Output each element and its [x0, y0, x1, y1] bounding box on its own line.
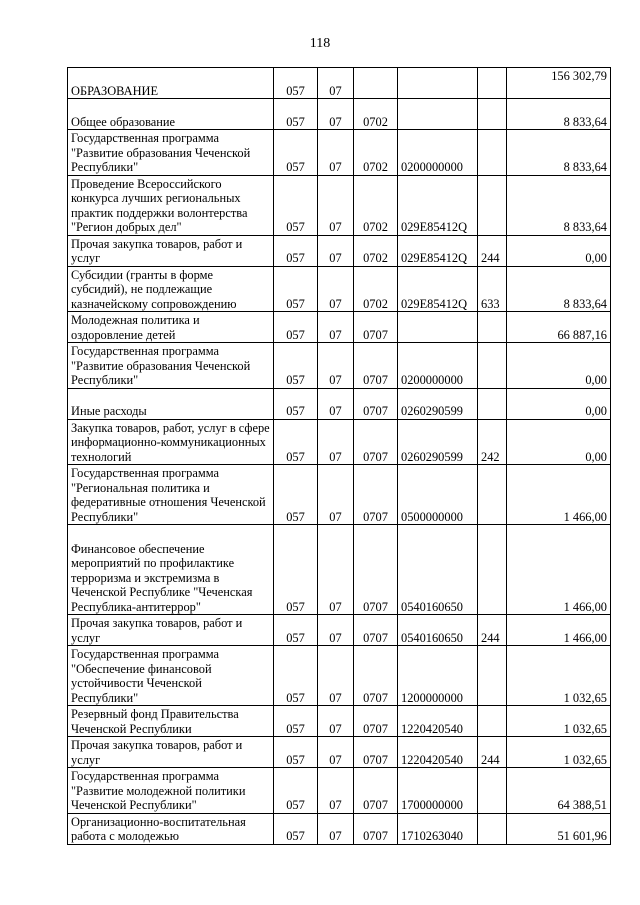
- row-section-cell: 07: [318, 175, 354, 235]
- row-name-cell: Субсидии (гранты в форме субсидий), не подлежащие казначейскому сопровождению: [68, 266, 274, 312]
- row-grbs-cell: 057: [274, 465, 318, 525]
- row-name-cell: Финансовое обеспечение мероприятий по профилактике терроризма и экстремизма в Чеченской Республике "Чеченская Республика-антитеррор": [68, 525, 274, 615]
- row-amount-cell: 8 833,64: [507, 266, 611, 312]
- row-subsection-cell: 0707: [354, 465, 398, 525]
- row-target-article-cell: 0200000000: [398, 343, 478, 389]
- row-target-article-cell: 029E85412Q: [398, 266, 478, 312]
- row-grbs-cell: 057: [274, 266, 318, 312]
- row-name-cell: ОБРАЗОВАНИЕ: [68, 68, 274, 99]
- row-amount-cell: 0,00: [507, 235, 611, 266]
- row-section-cell: 07: [318, 99, 354, 130]
- row-grbs-cell: 057: [274, 235, 318, 266]
- row-amount-cell: 0,00: [507, 419, 611, 465]
- row-expense-type-cell: [478, 768, 507, 814]
- table-row: [68, 266, 611, 312]
- row-subsection-cell: 0707: [354, 343, 398, 389]
- row-amount-cell: 1 466,00: [507, 465, 611, 525]
- row-amount-cell: 1 032,65: [507, 737, 611, 768]
- row-section-cell: 07: [318, 465, 354, 525]
- row-grbs-cell: 057: [274, 737, 318, 768]
- row-expense-type-cell: 633: [478, 266, 507, 312]
- row-grbs-cell: 057: [274, 99, 318, 130]
- table-row: [68, 99, 611, 130]
- row-amount-cell: 1 466,00: [507, 615, 611, 646]
- row-name-cell: Государственная программа "Развитие молодежной политики Чеченской Республики": [68, 768, 274, 814]
- row-amount-cell: 1 032,65: [507, 646, 611, 706]
- row-section-cell: 07: [318, 646, 354, 706]
- row-name-cell: Иные расходы: [68, 388, 274, 419]
- row-expense-type-cell: [478, 525, 507, 615]
- row-amount-cell: 8 833,64: [507, 175, 611, 235]
- row-name-cell: Государственная программа "Региональная политика и федеративные отношения Чеченской Республики": [68, 465, 274, 525]
- table-row: [68, 388, 611, 419]
- row-name-cell: Государственная программа "Развитие образования Чеченской Республики": [68, 343, 274, 389]
- row-name-cell: Государственная программа "Развитие образования Чеченской Республики": [68, 130, 274, 176]
- row-subsection-cell: 0707: [354, 525, 398, 615]
- row-grbs-cell: 057: [274, 312, 318, 343]
- table-row: [68, 813, 611, 844]
- row-subsection-cell: 0707: [354, 706, 398, 737]
- table-row: [68, 68, 611, 99]
- row-subsection-cell: 0707: [354, 768, 398, 814]
- row-section-cell: 07: [318, 813, 354, 844]
- row-expense-type-cell: [478, 99, 507, 130]
- row-grbs-cell: 057: [274, 646, 318, 706]
- table-row: [68, 312, 611, 343]
- row-amount-cell: 1 032,65: [507, 706, 611, 737]
- row-name-cell: Резервный фонд Правительства Чеченской Республики: [68, 706, 274, 737]
- table-row: [68, 175, 611, 235]
- row-name-cell: Молодежная политика и оздоровление детей: [68, 312, 274, 343]
- row-grbs-cell: 057: [274, 525, 318, 615]
- row-subsection-cell: 0707: [354, 312, 398, 343]
- row-grbs-cell: 057: [274, 615, 318, 646]
- row-name-cell: Прочая закупка товаров, работ и услуг: [68, 615, 274, 646]
- row-grbs-cell: 057: [274, 130, 318, 176]
- row-grbs-cell: 057: [274, 768, 318, 814]
- row-amount-cell: 0,00: [507, 388, 611, 419]
- row-section-cell: 07: [318, 737, 354, 768]
- row-name-cell: Государственная программа "Обеспечение финансовой устойчивости Чеченской Республики": [68, 646, 274, 706]
- row-subsection-cell: 0707: [354, 813, 398, 844]
- row-amount-cell: 51 601,96: [507, 813, 611, 844]
- row-subsection-cell: 0707: [354, 615, 398, 646]
- row-amount-cell: 156 302,79: [507, 68, 611, 99]
- row-target-article-cell: 0540160650: [398, 525, 478, 615]
- row-subsection-cell: 0702: [354, 175, 398, 235]
- row-section-cell: 07: [318, 419, 354, 465]
- row-expense-type-cell: [478, 388, 507, 419]
- row-section-cell: 07: [318, 130, 354, 176]
- row-expense-type-cell: [478, 646, 507, 706]
- table-row: [68, 130, 611, 176]
- row-expense-type-cell: 244: [478, 235, 507, 266]
- row-name-cell: Проведение Всероссийского конкурса лучших региональных практик поддержки волонтерства "Регион добрых дел": [68, 175, 274, 235]
- row-target-article-cell: 029E85412Q: [398, 235, 478, 266]
- row-section-cell: 07: [318, 388, 354, 419]
- row-expense-type-cell: [478, 68, 507, 99]
- row-section-cell: 07: [318, 312, 354, 343]
- row-target-article-cell: [398, 68, 478, 99]
- row-expense-type-cell: 242: [478, 419, 507, 465]
- row-subsection-cell: [354, 68, 398, 99]
- row-subsection-cell: 0702: [354, 235, 398, 266]
- row-amount-cell: 66 887,16: [507, 312, 611, 343]
- row-name-cell: Закупка товаров, работ, услуг в сфере информационно-коммуникационных технологий: [68, 419, 274, 465]
- row-subsection-cell: 0702: [354, 266, 398, 312]
- row-target-article-cell: 029E85412Q: [398, 175, 478, 235]
- row-target-article-cell: 1220420540: [398, 737, 478, 768]
- row-target-article-cell: 0260290599: [398, 388, 478, 419]
- budget-table: [67, 67, 611, 845]
- row-target-article-cell: 0200000000: [398, 130, 478, 176]
- row-amount-cell: 8 833,64: [507, 99, 611, 130]
- row-grbs-cell: 057: [274, 813, 318, 844]
- table-row: [68, 235, 611, 266]
- table-row: [68, 768, 611, 814]
- row-section-cell: 07: [318, 343, 354, 389]
- row-expense-type-cell: [478, 130, 507, 176]
- row-grbs-cell: 057: [274, 175, 318, 235]
- row-section-cell: 07: [318, 266, 354, 312]
- row-section-cell: 07: [318, 235, 354, 266]
- row-name-cell: Прочая закупка товаров, работ и услуг: [68, 737, 274, 768]
- row-target-article-cell: 1710263040: [398, 813, 478, 844]
- row-grbs-cell: 057: [274, 419, 318, 465]
- row-section-cell: 07: [318, 525, 354, 615]
- table-row: [68, 706, 611, 737]
- row-expense-type-cell: [478, 813, 507, 844]
- budget-table-body: [68, 68, 611, 845]
- row-expense-type-cell: 244: [478, 737, 507, 768]
- row-target-article-cell: 1700000000: [398, 768, 478, 814]
- row-expense-type-cell: [478, 465, 507, 525]
- row-grbs-cell: 057: [274, 68, 318, 99]
- row-grbs-cell: 057: [274, 706, 318, 737]
- table-row: [68, 615, 611, 646]
- row-section-cell: 07: [318, 706, 354, 737]
- row-amount-cell: 64 388,51: [507, 768, 611, 814]
- row-subsection-cell: 0702: [354, 99, 398, 130]
- row-target-article-cell: 0260290599: [398, 419, 478, 465]
- row-name-cell: Организационно-воспитательная работа с молодежью: [68, 813, 274, 844]
- row-expense-type-cell: [478, 706, 507, 737]
- row-expense-type-cell: [478, 343, 507, 389]
- row-name-cell: Прочая закупка товаров, работ и услуг: [68, 235, 274, 266]
- table-row: [68, 525, 611, 615]
- row-expense-type-cell: [478, 312, 507, 343]
- row-subsection-cell: 0707: [354, 646, 398, 706]
- table-row: [68, 465, 611, 525]
- row-target-article-cell: 1200000000: [398, 646, 478, 706]
- row-expense-type-cell: [478, 175, 507, 235]
- row-expense-type-cell: 244: [478, 615, 507, 646]
- row-subsection-cell: 0707: [354, 419, 398, 465]
- row-target-article-cell: 0500000000: [398, 465, 478, 525]
- table-row: [68, 419, 611, 465]
- row-target-article-cell: 1220420540: [398, 706, 478, 737]
- row-amount-cell: 0,00: [507, 343, 611, 389]
- row-section-cell: 07: [318, 615, 354, 646]
- row-amount-cell: 8 833,64: [507, 130, 611, 176]
- row-name-cell: Общее образование: [68, 99, 274, 130]
- row-amount-cell: 1 466,00: [507, 525, 611, 615]
- row-grbs-cell: 057: [274, 388, 318, 419]
- row-section-cell: 07: [318, 68, 354, 99]
- page-number: 118: [309, 36, 331, 51]
- row-section-cell: 07: [318, 768, 354, 814]
- row-subsection-cell: 0702: [354, 130, 398, 176]
- row-subsection-cell: 0707: [354, 737, 398, 768]
- row-subsection-cell: 0707: [354, 388, 398, 419]
- table-row: [68, 343, 611, 389]
- row-target-article-cell: [398, 312, 478, 343]
- row-grbs-cell: 057: [274, 343, 318, 389]
- table-row: [68, 737, 611, 768]
- table-row: [68, 646, 611, 706]
- row-target-article-cell: [398, 99, 478, 130]
- row-target-article-cell: 0540160650: [398, 615, 478, 646]
